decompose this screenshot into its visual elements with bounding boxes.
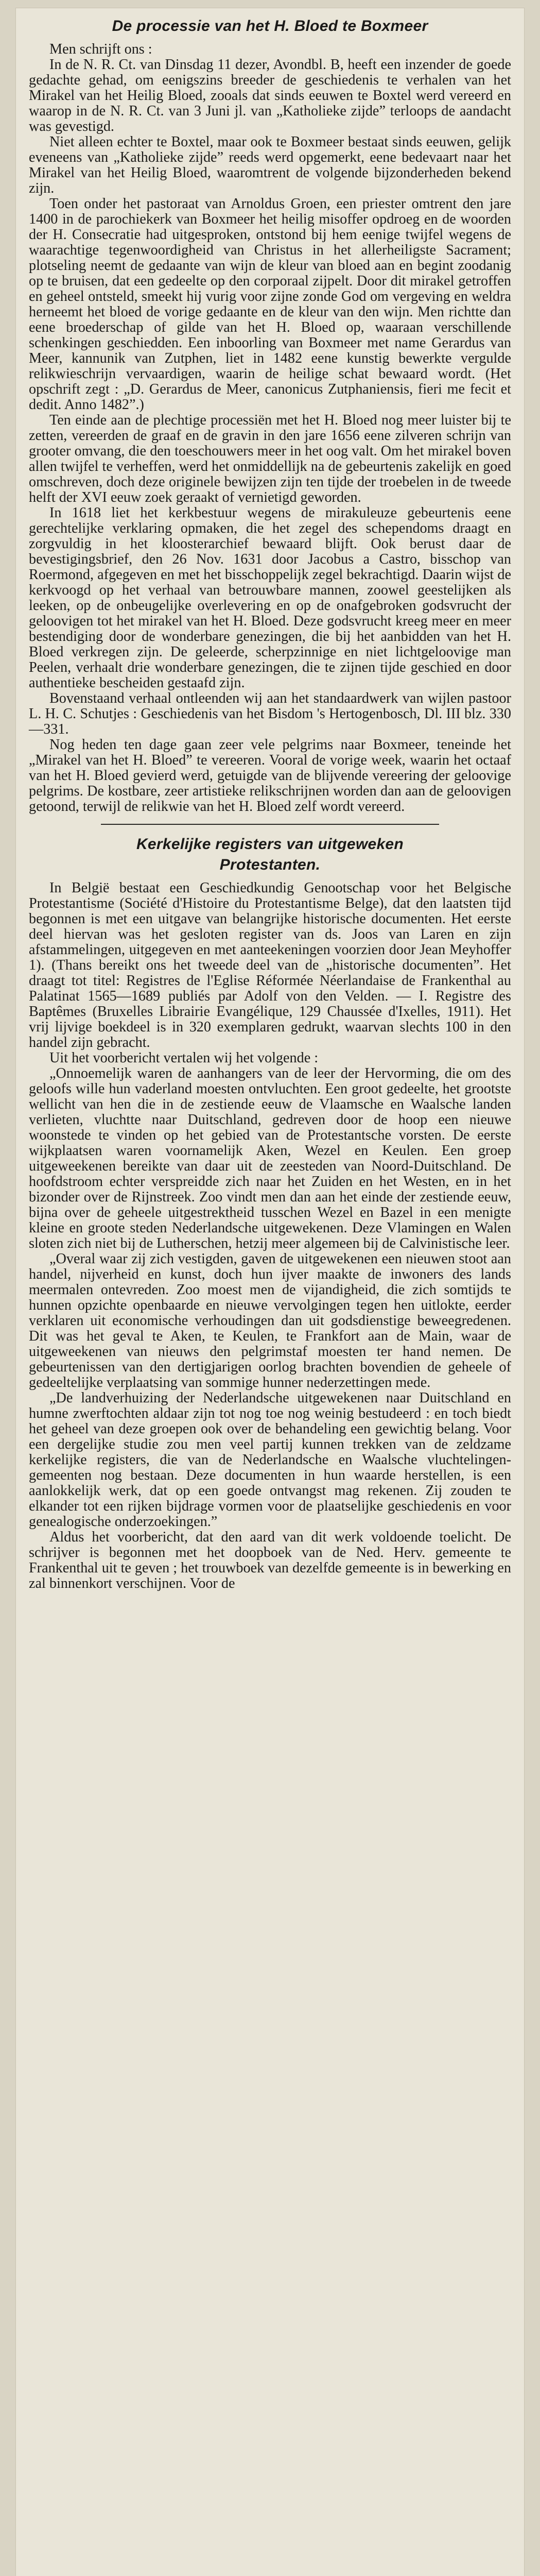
- article1-paragraph-3: Niet alleen echter te Boxtel, maar ook te Boxmeer bestaat sinds eeuwen, gelijk eveneens van „Katholieke zijde” reeds werd opgemerkt, eene bedevaart naar het Mirakel van het Heilig Bloed, waaromtrent de volgende bijzonderheden bekend zijn.: [29, 134, 511, 196]
- article-divider: [101, 824, 439, 825]
- article1-paragraph-6: In 1618 liet het kerkbestuur wegens de mirakuleuze gebeurtenis eene gerechtelijke verklaring opmaken, die het zegel des schependoms draagt en zorgvuldig in het kloosterarchief bewaard blijft. Ook berust daar de bevestigingsbrief, den 26 Nov. 1631 door Jacobus a Castro, bisschop van Roermond, afgegeven en met het bisschoppelijk zegel bekrachtigd. Daarin wijst de kerkvoogd op het verhaal van betrouwbare mannen, zoowel geestelijken als leeken, op de onbeugelijke overlevering en op de onafgebroken godsvrucht der geloovigen tot het mirakel van het H. Bloed. Deze godsvrucht kreeg meer en meer bestendiging door de wonderbare genezingen, die bij het aanbidden van het H. Bloed verkregen zijn. De geleerde, scherpzinnige en niet lichtgeloovige man Peelen, verhaalt drie wonderbare genezingen, die te zijnen tijde geschied en door authentieke bescheiden gestaafd zijn.: [29, 505, 511, 691]
- article1-paragraph-5: Ten einde aan de plechtige processiën met het H. Bloed nog meer luister bij te zetten, vereerden de graaf en de gravin in den jare 1656 eene zilveren schrijn van grooter omvang, die den toeschouwers meer in het oog valt. Om het mirakel boven allen twijfel te verheffen, werd het onmiddellijk na de gebeurtenis zakelijk en goed omschreven, doch deze originele bewijzen zijn ten tijde der troebelen in de tweede helft der XVI eeuw zoek geraakt of vernietigd geworden.: [29, 412, 511, 505]
- article2-paragraph-1: In België bestaat een Geschiedkundig Genootschap voor het Belgische Protestantisme (Société d'Histoire du Protestantisme Belge), dat den laatsten tijd begonnen is met een uitgave van belangrijke historische documenten. Het eerste deel hiervan was het gesloten register van ds. Joos van Laren en zijn afstammelingen, uitgegeven en met aanteekeningen voorzien door Jean Meyhoffer 1). (Thans bereikt ons het tweede deel van de „historische documenten”. Het draagt tot titel: Registres de l'Eglise Réformée Néerlandaise de Frankenthal au Palatinat 1565—1689 publiés par Adolf von den Velden. — I. Registre des Baptêmes (Bruxelles Librairie Evangélique, 129 Chaussée d'Ixelles, 1911). Het vrij lijvige boekdeel is in 320 exemplaren gedrukt, waarvan slechts 100 in den handel zijn gebracht.: [29, 880, 511, 1050]
- article2-paragraph-6: Aldus het voorbericht, dat den aard van dit werk voldoende toelicht. De schrijver is begonnen met het doopboek van de Ned. Herv. gemeente te Frankenthal uit te geven ; het trouwboek van dezelfde gemeente is in bewerking en zal binnenkort verschijnen. Voor de: [29, 1529, 511, 1591]
- article1-paragraph-1: Men schrijft ons :: [49, 41, 152, 57]
- article-title-line-1: Kerkelijke registers van uitgeweken: [136, 836, 404, 853]
- article2-paragraph-5: „De landverhuizing der Nederlandsche uitgewekenen naar Duitschland en humne zwerftochten aldaar zijn tot nog toe nog weinig bestudeerd : en toch biedt het geheel van deze groepen ook over de behandeling een gewichtig belang. Voor een dergelijke studie zou men veel partij kunnen trekken van de zeldzame kerkelijke registers, die van de Nederlandsche en Waalsche vluchtelingen-gemeenten nog bestaan. Deze documenten in hun waarde herstellen, is een aanlokkelijk werk, dat op een goede ontvangst mag rekenen. Zij zouden te elkander tot een rijken bijdrage vormen voor de plaatselijke geschiedenis en voor genealogische onderzoekingen.”: [29, 1390, 511, 1530]
- newspaper-clipping: [15, 8, 525, 2576]
- article2-paragraph-2: Uit het voorbericht vertalen wij het volgende :: [49, 1050, 319, 1066]
- article-column: [15, 8, 525, 1591]
- article1-paragraph-2: In de N. R. Ct. van Dinsdag 11 dezer, Avondbl. B, heeft een inzender de goede gedachte gehad, om eenigszins breeder de geschiedenis te verhalen van het Mirakel van het Heilig Bloed, zooals dat sinds eeuwen te Boxtel werd vereerd en waarop in de N. R. Ct. van 3 Juni jl. van „Katholieke zijde” terloops de aandacht was gevestigd.: [29, 57, 511, 134]
- article1-paragraph-8: Nog heden ten dage gaan zeer vele pelgrims naar Boxmeer, teneinde het „Mirakel van het H. Bloed” te vereeren. Vooral de vorige week, waarin het octaaf van het H. Bloed gevierd werd, getuigde van de blijvende vereering der geloovige pelgrims. De kostbare, zeer artistieke relikschrijnen worden dan aan de geloovigen getoond, terwijl de relikwie van het H. Bloed zelf wordt vereerd.: [29, 737, 511, 815]
- article-title-line-2: Protestanten.: [219, 856, 321, 873]
- article-title-processie: De processie van het H. Bloed te Boxmeer: [112, 18, 428, 35]
- article2-paragraph-3: „Onnoemelijk waren de aanhangers van de leer der Hervorming, die om des geloofs wille hun vaderland moesten ontvluchten. Een groot gedeelte, het grootste wellicht van hen die in de zestiende eeuw de Vlaamsche en Waalsche landen verlieten, vluchtte naar Duitschland, gedreven door de hoop een nieuwe woonstede te vinden op het gebied van de Protestantsche vorsten. De eerste wijkplaatsen waren voornamelijk Aken, Wezel en Keulen. Een groep uitgeweekenen bereikte van daar uit de zeesteden van Noord-Duitschland. De hoofdstroom echter verspreidde zich naar het Zuiden en het Westen, en in het bizonder over de Rijnstreek. Zoo vindt men dan aan het einde der zestiende eeuw, bijna over de geheele uitgestrektheid tusschen Wezel en Bazel in een menigte kleine en groote steden Nederlandsche uitgewekenen. Deze Vlamingen en Walen sloten zich niet bij de Lutherschen, hetzij meer algemeen bij de Calvinistische leer.: [29, 1065, 511, 1251]
- article2-paragraph-4: „Overal waar zij zich vestigden, gaven de uitgewekenen een nieuwen stoot aan handel, nijverheid en kunst, doch hun ijver maakte de inwoners des lands meermalen ontevreden. Zoo moest men de vijandigheid, die zich somtijds te hunnen opzichte openbaarde en nieuwe vervolgingen tegen hen uitlokte, eerder verklaren uit economische verhoudingen dan uit godsdienstige beweegredenen. Dit was het geval te Aken, te Keulen, te Frankfort aan de Main, waar de uitgeweekenen van nieuws den pelgrimstaf moesten ter hand nemen. De gebeurtenissen van den dertigjarigen oorlog brachten bovendien de geheele of gedeeltelijke verplaatsing van sommige hunner nederzettingen mede.: [29, 1251, 511, 1391]
- article1-paragraph-4: Toen onder het pastoraat van Arnoldus Groen, een priester omtrent den jare 1400 in de parochiekerk van Boxmeer het heilig misoffer opdroeg en de woorden der H. Consecratie had uitgesproken, ontstond bij hem eenige twijfel wegens de waarachtige tegenwoordigheid van Christus in het allerheiligste Sacrament; plotseling neemt de gedaante van wijn de kleur van bloed aan en begint zoodanig op te bruisen, dat een gedeelte op den corporaal zijpelt. Door dit mirakel getroffen en geheel ontsteld, smeekt hij vurig voor zijne zonde God om vergeving en weldra herneemt het bloed de vorige gedaante en de kleur van den wijn. Men richtte dan eene broederschap of gilde van het H. Bloed op, waaraan verschillende schenkingen geschiedden. Een inboorling van Boxmeer met name Gerardus van Meer, kannunik van Zutphen, liet in 1482 eene kunstig bewerkte vergulde relikwieschrijn vervaardigen, waarin de heilige schat bewaard wordt. (Het opschrift zegt : „D. Gerardus de Meer, canonicus Zutphaniensis, fieri me fecit et dedit. Anno 1482”.): [29, 196, 511, 413]
- article1-paragraph-7: Bovenstaand verhaal ontleenden wij aan het standaardwerk van wijlen pastoor L. H. C. Schutjes : Geschiedenis van het Bisdom 's Hertogenbosch, Dl. III blz. 330—331.: [29, 690, 511, 737]
- article-title-registers: [29, 834, 511, 875]
